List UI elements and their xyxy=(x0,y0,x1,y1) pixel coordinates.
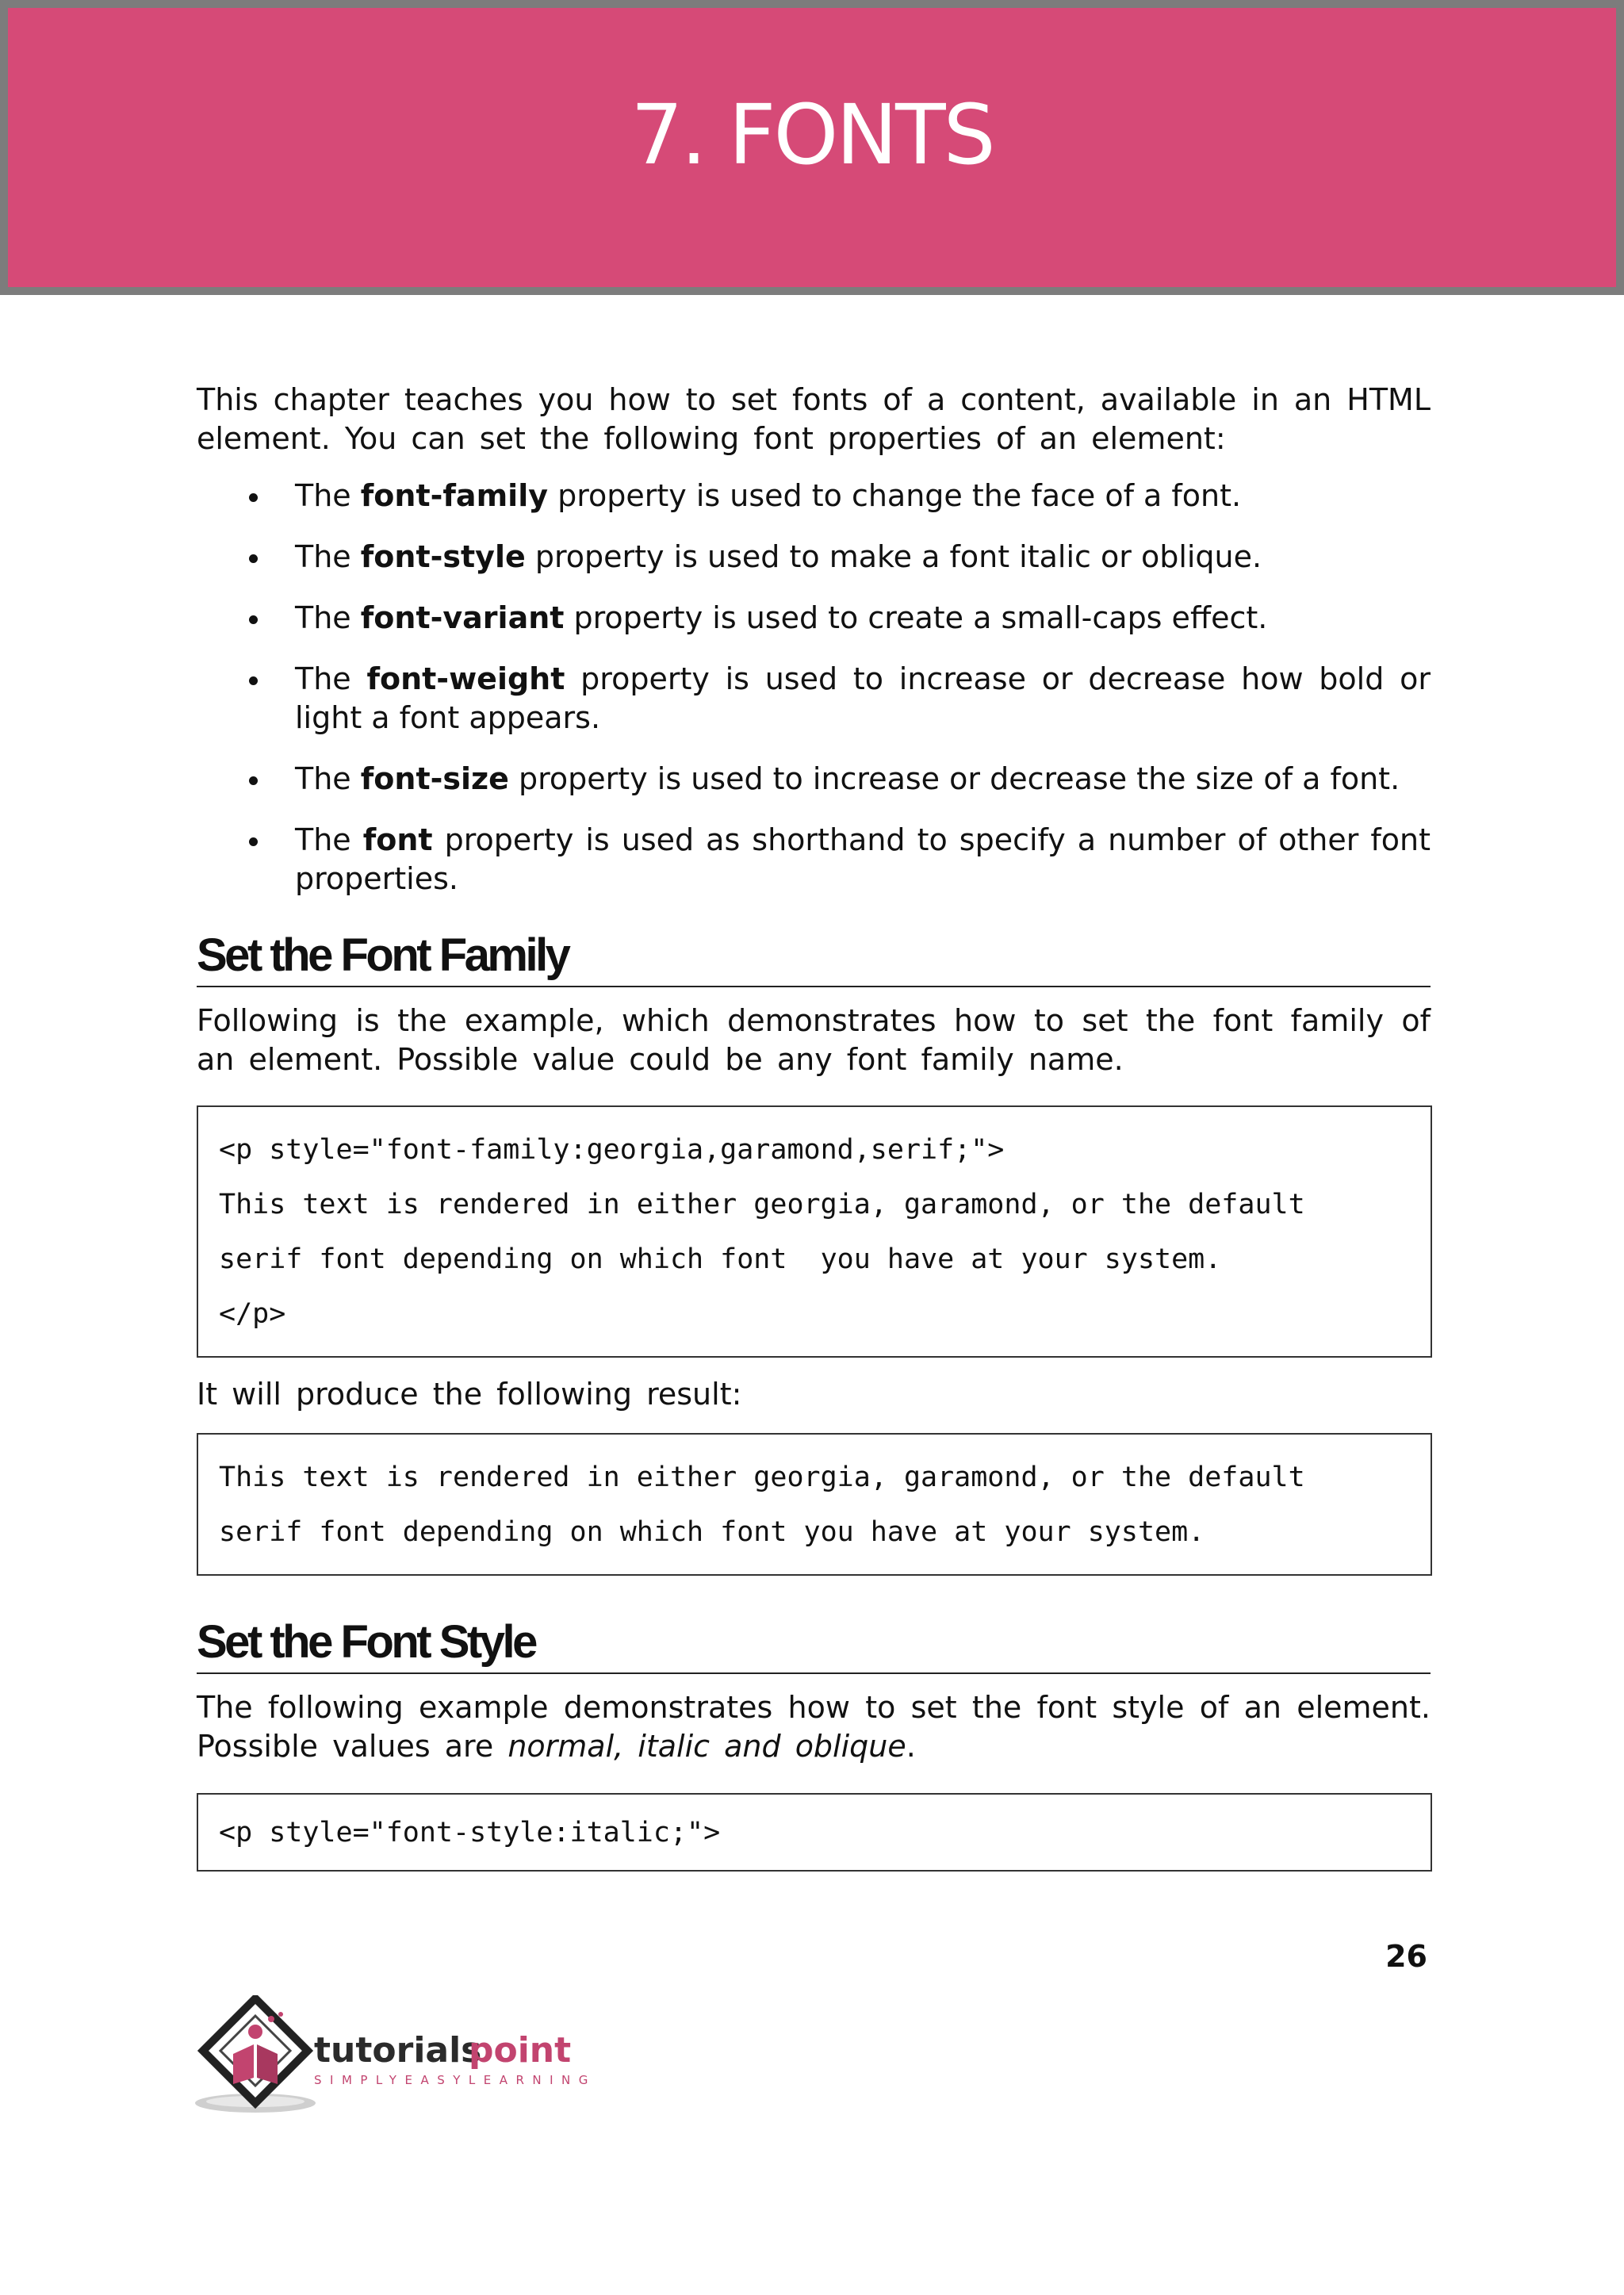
code-line: <p style="font-family:georgia,garamond,serif;"> xyxy=(219,1134,1005,1166)
code-line: This text is rendered in either georgia, garamond, or the default xyxy=(219,1189,1305,1220)
bullet-icon xyxy=(249,493,258,502)
bullet-icon xyxy=(249,554,258,563)
code-example-box xyxy=(197,1793,1432,1872)
bullet-icon xyxy=(249,676,258,685)
logo-graphic xyxy=(195,1995,599,2114)
svg-text:tutorials: tutorials xyxy=(314,2030,482,2071)
list-item: The font-family property is used to change the face of a font. xyxy=(197,477,1431,515)
section-heading-font-style: Set the Font Style xyxy=(197,1617,1431,1674)
font-properties-list xyxy=(197,477,1431,898)
bullet-icon xyxy=(249,837,258,846)
bullet-icon xyxy=(249,615,258,624)
result-label: It will produce the following result: xyxy=(197,1377,742,1412)
svg-text:point: point xyxy=(469,2030,572,2071)
chapter-banner xyxy=(0,0,1624,295)
page-content xyxy=(197,381,1431,1872)
result-line: serif font depending on which font you have at your system. xyxy=(219,1516,1205,1548)
list-item: The font-weight property is used to increase or decrease how bold or light a font appears. xyxy=(197,660,1431,738)
tutorialspoint-logo xyxy=(195,1995,599,2114)
list-item: The font property is used as shorthand to specify a number of other font properties. xyxy=(197,821,1431,898)
code-line: </p> xyxy=(219,1298,286,1330)
section-description: The following example demonstrates how to set the font style of an element. Possible values are normal, italic and oblique. xyxy=(197,1690,1431,1764)
section-heading-font-family: Set the Font Family xyxy=(197,930,1431,987)
page-number: 26 xyxy=(1385,1939,1427,1974)
result-output-box xyxy=(197,1433,1432,1576)
list-item: The font-variant property is used to create a small-caps effect. xyxy=(197,599,1431,638)
code-line: <p style="font-style:italic;"> xyxy=(219,1817,721,1849)
svg-text:SIMPLYEASYLEARNING: SIMPLYEASYLEARNING xyxy=(314,2073,596,2087)
list-item: The font-size property is used to increase or decrease the size of a font. xyxy=(197,760,1431,799)
bullet-icon xyxy=(249,776,258,785)
code-line: serif font depending on which font you have at your system. xyxy=(219,1243,1222,1275)
result-line: This text is rendered in either georgia, garamond, or the default xyxy=(219,1462,1305,1493)
code-example-box xyxy=(197,1105,1432,1358)
section-description: Following is the example, which demonstrates how to set the font family of an element. Possible value could be any font family name. xyxy=(197,1003,1431,1077)
chapter-title: 7. FONTS xyxy=(630,86,994,183)
list-item: The font-style property is used to make a font italic or oblique. xyxy=(197,538,1431,577)
intro-paragraph: This chapter teaches you how to set fonts of a content, available in an HTML element. You can set the following font properties of an element: xyxy=(197,382,1431,456)
